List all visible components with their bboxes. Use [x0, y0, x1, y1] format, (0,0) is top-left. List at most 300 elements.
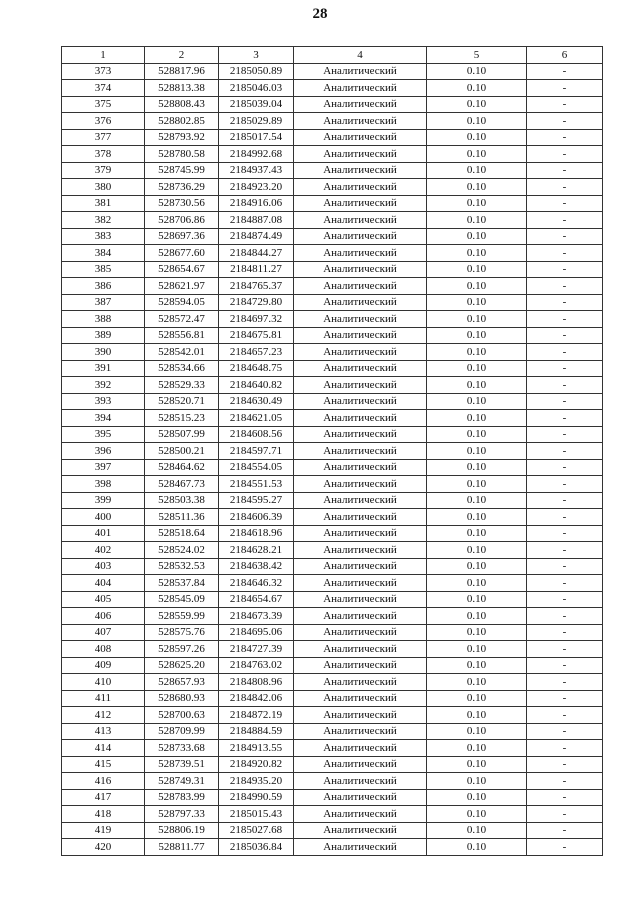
accuracy-cell: 0.10	[427, 575, 527, 592]
table-row	[62, 245, 603, 262]
y-coordinate-cell: 2184638.42	[219, 558, 294, 575]
table-row	[62, 63, 603, 80]
table-row	[62, 624, 603, 641]
accuracy-cell: 0.10	[427, 756, 527, 773]
point-number-cell: 394	[62, 410, 145, 427]
y-coordinate-cell: 2184673.39	[219, 608, 294, 625]
point-number-cell: 406	[62, 608, 145, 625]
accuracy-cell: 0.10	[427, 426, 527, 443]
x-coordinate-cell: 528797.33	[145, 806, 219, 823]
point-number-cell: 407	[62, 624, 145, 641]
method-cell: Аналитический	[294, 179, 427, 196]
table-row	[62, 476, 603, 493]
point-number-cell: 403	[62, 558, 145, 575]
x-coordinate-cell: 528545.09	[145, 591, 219, 608]
point-number-cell: 398	[62, 476, 145, 493]
method-cell: Аналитический	[294, 542, 427, 559]
table-row	[62, 426, 603, 443]
note-cell: -	[527, 129, 603, 146]
x-coordinate-cell: 528507.99	[145, 426, 219, 443]
x-coordinate-cell: 528783.99	[145, 789, 219, 806]
table-row	[62, 360, 603, 377]
accuracy-cell: 0.10	[427, 674, 527, 691]
method-cell: Аналитический	[294, 657, 427, 674]
table-row	[62, 162, 603, 179]
x-coordinate-cell: 528745.99	[145, 162, 219, 179]
x-coordinate-cell: 528500.21	[145, 443, 219, 460]
note-cell: -	[527, 80, 603, 97]
table-row	[62, 459, 603, 476]
method-cell: Аналитический	[294, 723, 427, 740]
point-number-cell: 409	[62, 657, 145, 674]
point-number-cell: 420	[62, 839, 145, 856]
point-number-cell: 387	[62, 294, 145, 311]
point-number-cell: 404	[62, 575, 145, 592]
accuracy-cell: 0.10	[427, 63, 527, 80]
point-number-cell: 408	[62, 641, 145, 658]
y-coordinate-cell: 2184695.06	[219, 624, 294, 641]
accuracy-cell: 0.10	[427, 360, 527, 377]
table-row	[62, 179, 603, 196]
accuracy-cell: 0.10	[427, 641, 527, 658]
x-coordinate-cell: 528808.43	[145, 96, 219, 113]
point-number-cell: 396	[62, 443, 145, 460]
point-number-cell: 388	[62, 311, 145, 328]
point-number-cell: 379	[62, 162, 145, 179]
table-row	[62, 80, 603, 97]
point-number-cell: 389	[62, 327, 145, 344]
note-cell: -	[527, 113, 603, 130]
y-coordinate-cell: 2184618.96	[219, 525, 294, 542]
note-cell: -	[527, 542, 603, 559]
accuracy-cell: 0.10	[427, 344, 527, 361]
table-row	[62, 294, 603, 311]
table-row	[62, 789, 603, 806]
y-coordinate-cell: 2184648.75	[219, 360, 294, 377]
note-cell: -	[527, 228, 603, 245]
method-cell: Аналитический	[294, 344, 427, 361]
point-number-cell: 374	[62, 80, 145, 97]
method-cell: Аналитический	[294, 476, 427, 493]
accuracy-cell: 0.10	[427, 624, 527, 641]
y-coordinate-cell: 2184640.82	[219, 377, 294, 394]
accuracy-cell: 0.10	[427, 740, 527, 757]
y-coordinate-cell: 2185017.54	[219, 129, 294, 146]
point-number-cell: 381	[62, 195, 145, 212]
table-row	[62, 344, 603, 361]
accuracy-cell: 0.10	[427, 509, 527, 526]
table-row	[62, 740, 603, 757]
x-coordinate-cell: 528709.99	[145, 723, 219, 740]
note-cell: -	[527, 756, 603, 773]
x-coordinate-cell: 528749.31	[145, 773, 219, 790]
accuracy-cell: 0.10	[427, 146, 527, 163]
method-cell: Аналитический	[294, 558, 427, 575]
point-number-cell: 399	[62, 492, 145, 509]
table-row	[62, 723, 603, 740]
accuracy-cell: 0.10	[427, 129, 527, 146]
x-coordinate-cell: 528730.56	[145, 195, 219, 212]
y-coordinate-cell: 2184675.81	[219, 327, 294, 344]
point-number-cell: 419	[62, 822, 145, 839]
table-row	[62, 690, 603, 707]
y-coordinate-cell: 2184606.39	[219, 509, 294, 526]
accuracy-cell: 0.10	[427, 707, 527, 724]
accuracy-cell: 0.10	[427, 459, 527, 476]
x-coordinate-cell: 528621.97	[145, 278, 219, 295]
method-cell: Аналитический	[294, 360, 427, 377]
point-number-cell: 410	[62, 674, 145, 691]
column-header: 5	[427, 47, 527, 64]
note-cell: -	[527, 195, 603, 212]
y-coordinate-cell: 2184551.53	[219, 476, 294, 493]
method-cell: Аналитический	[294, 443, 427, 460]
point-number-cell: 414	[62, 740, 145, 757]
column-header: 4	[294, 47, 427, 64]
table-body	[62, 63, 603, 855]
method-cell: Аналитический	[294, 707, 427, 724]
point-number-cell: 397	[62, 459, 145, 476]
table-row	[62, 195, 603, 212]
y-coordinate-cell: 2185036.84	[219, 839, 294, 856]
note-cell: -	[527, 327, 603, 344]
note-cell: -	[527, 624, 603, 641]
y-coordinate-cell: 2184621.05	[219, 410, 294, 427]
method-cell: Аналитический	[294, 756, 427, 773]
note-cell: -	[527, 410, 603, 427]
table-row	[62, 261, 603, 278]
table-row	[62, 608, 603, 625]
x-coordinate-cell: 528515.23	[145, 410, 219, 427]
y-coordinate-cell: 2184935.20	[219, 773, 294, 790]
point-number-cell: 402	[62, 542, 145, 559]
note-cell: -	[527, 789, 603, 806]
point-number-cell: 411	[62, 690, 145, 707]
note-cell: -	[527, 294, 603, 311]
y-coordinate-cell: 2185015.43	[219, 806, 294, 823]
column-header: 6	[527, 47, 603, 64]
accuracy-cell: 0.10	[427, 591, 527, 608]
accuracy-cell: 0.10	[427, 558, 527, 575]
column-header: 3	[219, 47, 294, 64]
table-header-row	[62, 47, 603, 64]
note-cell: -	[527, 492, 603, 509]
table-row	[62, 410, 603, 427]
method-cell: Аналитический	[294, 624, 427, 641]
point-number-cell: 383	[62, 228, 145, 245]
x-coordinate-cell: 528793.92	[145, 129, 219, 146]
method-cell: Аналитический	[294, 245, 427, 262]
x-coordinate-cell: 528806.19	[145, 822, 219, 839]
method-cell: Аналитический	[294, 426, 427, 443]
x-coordinate-cell: 528697.36	[145, 228, 219, 245]
method-cell: Аналитический	[294, 393, 427, 410]
x-coordinate-cell: 528780.58	[145, 146, 219, 163]
accuracy-cell: 0.10	[427, 773, 527, 790]
y-coordinate-cell: 2184872.19	[219, 707, 294, 724]
x-coordinate-cell: 528802.85	[145, 113, 219, 130]
table-row	[62, 773, 603, 790]
method-cell: Аналитический	[294, 96, 427, 113]
x-coordinate-cell: 528524.02	[145, 542, 219, 559]
x-coordinate-cell: 528736.29	[145, 179, 219, 196]
table-row	[62, 377, 603, 394]
column-header: 2	[145, 47, 219, 64]
y-coordinate-cell: 2184595.27	[219, 492, 294, 509]
x-coordinate-cell: 528464.62	[145, 459, 219, 476]
accuracy-cell: 0.10	[427, 839, 527, 856]
page-number: 28	[312, 6, 328, 22]
y-coordinate-cell: 2184916.06	[219, 195, 294, 212]
note-cell: -	[527, 575, 603, 592]
note-cell: -	[527, 509, 603, 526]
note-cell: -	[527, 393, 603, 410]
note-cell: -	[527, 261, 603, 278]
accuracy-cell: 0.10	[427, 789, 527, 806]
point-number-cell: 418	[62, 806, 145, 823]
note-cell: -	[527, 377, 603, 394]
note-cell: -	[527, 839, 603, 856]
accuracy-cell: 0.10	[427, 113, 527, 130]
accuracy-cell: 0.10	[427, 327, 527, 344]
point-number-cell: 405	[62, 591, 145, 608]
note-cell: -	[527, 525, 603, 542]
method-cell: Аналитический	[294, 575, 427, 592]
note-cell: -	[527, 773, 603, 790]
table-row	[62, 228, 603, 245]
table-row	[62, 707, 603, 724]
table-row	[62, 525, 603, 542]
table-row	[62, 806, 603, 823]
point-number-cell: 393	[62, 393, 145, 410]
method-cell: Аналитический	[294, 80, 427, 97]
y-coordinate-cell: 2184729.80	[219, 294, 294, 311]
method-cell: Аналитический	[294, 212, 427, 229]
note-cell: -	[527, 443, 603, 460]
note-cell: -	[527, 690, 603, 707]
method-cell: Аналитический	[294, 113, 427, 130]
point-number-cell: 395	[62, 426, 145, 443]
x-coordinate-cell: 528559.99	[145, 608, 219, 625]
y-coordinate-cell: 2184913.55	[219, 740, 294, 757]
point-number-cell: 380	[62, 179, 145, 196]
y-coordinate-cell: 2184654.67	[219, 591, 294, 608]
table-row	[62, 641, 603, 658]
note-cell: -	[527, 822, 603, 839]
x-coordinate-cell: 528575.76	[145, 624, 219, 641]
note-cell: -	[527, 806, 603, 823]
note-cell: -	[527, 558, 603, 575]
note-cell: -	[527, 278, 603, 295]
method-cell: Аналитический	[294, 195, 427, 212]
method-cell: Аналитический	[294, 377, 427, 394]
note-cell: -	[527, 179, 603, 196]
y-coordinate-cell: 2184628.21	[219, 542, 294, 559]
x-coordinate-cell: 528503.38	[145, 492, 219, 509]
point-number-cell: 385	[62, 261, 145, 278]
x-coordinate-cell: 528572.47	[145, 311, 219, 328]
note-cell: -	[527, 146, 603, 163]
method-cell: Аналитический	[294, 146, 427, 163]
y-coordinate-cell: 2184923.20	[219, 179, 294, 196]
table-row	[62, 212, 603, 229]
coordinates-table	[61, 46, 603, 856]
point-number-cell: 412	[62, 707, 145, 724]
table-row	[62, 443, 603, 460]
x-coordinate-cell: 528467.73	[145, 476, 219, 493]
x-coordinate-cell: 528733.68	[145, 740, 219, 757]
point-number-cell: 390	[62, 344, 145, 361]
accuracy-cell: 0.10	[427, 492, 527, 509]
point-number-cell: 386	[62, 278, 145, 295]
note-cell: -	[527, 723, 603, 740]
x-coordinate-cell: 528657.93	[145, 674, 219, 691]
x-coordinate-cell: 528537.84	[145, 575, 219, 592]
note-cell: -	[527, 212, 603, 229]
y-coordinate-cell: 2184937.43	[219, 162, 294, 179]
y-coordinate-cell: 2184884.59	[219, 723, 294, 740]
table-row	[62, 113, 603, 130]
accuracy-cell: 0.10	[427, 525, 527, 542]
x-coordinate-cell: 528556.81	[145, 327, 219, 344]
y-coordinate-cell: 2184811.27	[219, 261, 294, 278]
accuracy-cell: 0.10	[427, 410, 527, 427]
point-number-cell: 373	[62, 63, 145, 80]
note-cell: -	[527, 360, 603, 377]
table-row	[62, 575, 603, 592]
table-row	[62, 839, 603, 856]
point-number-cell: 375	[62, 96, 145, 113]
accuracy-cell: 0.10	[427, 278, 527, 295]
point-number-cell: 417	[62, 789, 145, 806]
accuracy-cell: 0.10	[427, 212, 527, 229]
table-row	[62, 96, 603, 113]
point-number-cell: 377	[62, 129, 145, 146]
accuracy-cell: 0.10	[427, 96, 527, 113]
accuracy-cell: 0.10	[427, 608, 527, 625]
table-row	[62, 657, 603, 674]
x-coordinate-cell: 528817.96	[145, 63, 219, 80]
method-cell: Аналитический	[294, 228, 427, 245]
x-coordinate-cell: 528529.33	[145, 377, 219, 394]
y-coordinate-cell: 2184808.96	[219, 674, 294, 691]
note-cell: -	[527, 657, 603, 674]
y-coordinate-cell: 2184608.56	[219, 426, 294, 443]
x-coordinate-cell: 528700.63	[145, 707, 219, 724]
x-coordinate-cell: 528511.36	[145, 509, 219, 526]
column-header: 1	[62, 47, 145, 64]
method-cell: Аналитический	[294, 294, 427, 311]
x-coordinate-cell: 528594.05	[145, 294, 219, 311]
accuracy-cell: 0.10	[427, 294, 527, 311]
note-cell: -	[527, 476, 603, 493]
table-row	[62, 509, 603, 526]
y-coordinate-cell: 2184646.32	[219, 575, 294, 592]
y-coordinate-cell: 2184844.27	[219, 245, 294, 262]
y-coordinate-cell: 2185039.04	[219, 96, 294, 113]
y-coordinate-cell: 2184765.37	[219, 278, 294, 295]
accuracy-cell: 0.10	[427, 162, 527, 179]
y-coordinate-cell: 2184992.68	[219, 146, 294, 163]
table-row	[62, 674, 603, 691]
point-number-cell: 391	[62, 360, 145, 377]
y-coordinate-cell: 2184630.49	[219, 393, 294, 410]
point-number-cell: 400	[62, 509, 145, 526]
point-number-cell: 382	[62, 212, 145, 229]
y-coordinate-cell: 2184554.05	[219, 459, 294, 476]
method-cell: Аналитический	[294, 740, 427, 757]
accuracy-cell: 0.10	[427, 822, 527, 839]
accuracy-cell: 0.10	[427, 723, 527, 740]
table-row	[62, 822, 603, 839]
note-cell: -	[527, 641, 603, 658]
y-coordinate-cell: 2184727.39	[219, 641, 294, 658]
accuracy-cell: 0.10	[427, 657, 527, 674]
y-coordinate-cell: 2184597.71	[219, 443, 294, 460]
method-cell: Аналитический	[294, 591, 427, 608]
table-row	[62, 278, 603, 295]
note-cell: -	[527, 162, 603, 179]
x-coordinate-cell: 528680.93	[145, 690, 219, 707]
accuracy-cell: 0.10	[427, 195, 527, 212]
method-cell: Аналитический	[294, 822, 427, 839]
note-cell: -	[527, 608, 603, 625]
table-row	[62, 393, 603, 410]
accuracy-cell: 0.10	[427, 806, 527, 823]
x-coordinate-cell: 528520.71	[145, 393, 219, 410]
note-cell: -	[527, 426, 603, 443]
note-cell: -	[527, 707, 603, 724]
accuracy-cell: 0.10	[427, 393, 527, 410]
method-cell: Аналитический	[294, 63, 427, 80]
method-cell: Аналитический	[294, 789, 427, 806]
point-number-cell: 378	[62, 146, 145, 163]
table-header	[62, 47, 603, 64]
x-coordinate-cell: 528654.67	[145, 261, 219, 278]
table-row	[62, 558, 603, 575]
note-cell: -	[527, 344, 603, 361]
note-cell: -	[527, 96, 603, 113]
y-coordinate-cell: 2185027.68	[219, 822, 294, 839]
point-number-cell: 401	[62, 525, 145, 542]
y-coordinate-cell: 2185050.89	[219, 63, 294, 80]
method-cell: Аналитический	[294, 674, 427, 691]
method-cell: Аналитический	[294, 162, 427, 179]
y-coordinate-cell: 2185029.89	[219, 113, 294, 130]
method-cell: Аналитический	[294, 311, 427, 328]
point-number-cell: 413	[62, 723, 145, 740]
accuracy-cell: 0.10	[427, 690, 527, 707]
table-row	[62, 146, 603, 163]
accuracy-cell: 0.10	[427, 443, 527, 460]
point-number-cell: 392	[62, 377, 145, 394]
y-coordinate-cell: 2184763.02	[219, 657, 294, 674]
note-cell: -	[527, 459, 603, 476]
x-coordinate-cell: 528739.51	[145, 756, 219, 773]
y-coordinate-cell: 2184842.06	[219, 690, 294, 707]
table-row	[62, 129, 603, 146]
table-row	[62, 327, 603, 344]
y-coordinate-cell: 2184697.32	[219, 311, 294, 328]
accuracy-cell: 0.10	[427, 311, 527, 328]
y-coordinate-cell: 2184874.49	[219, 228, 294, 245]
table-row	[62, 492, 603, 509]
table-row	[62, 756, 603, 773]
y-coordinate-cell: 2185046.03	[219, 80, 294, 97]
method-cell: Аналитический	[294, 608, 427, 625]
accuracy-cell: 0.10	[427, 179, 527, 196]
accuracy-cell: 0.10	[427, 542, 527, 559]
